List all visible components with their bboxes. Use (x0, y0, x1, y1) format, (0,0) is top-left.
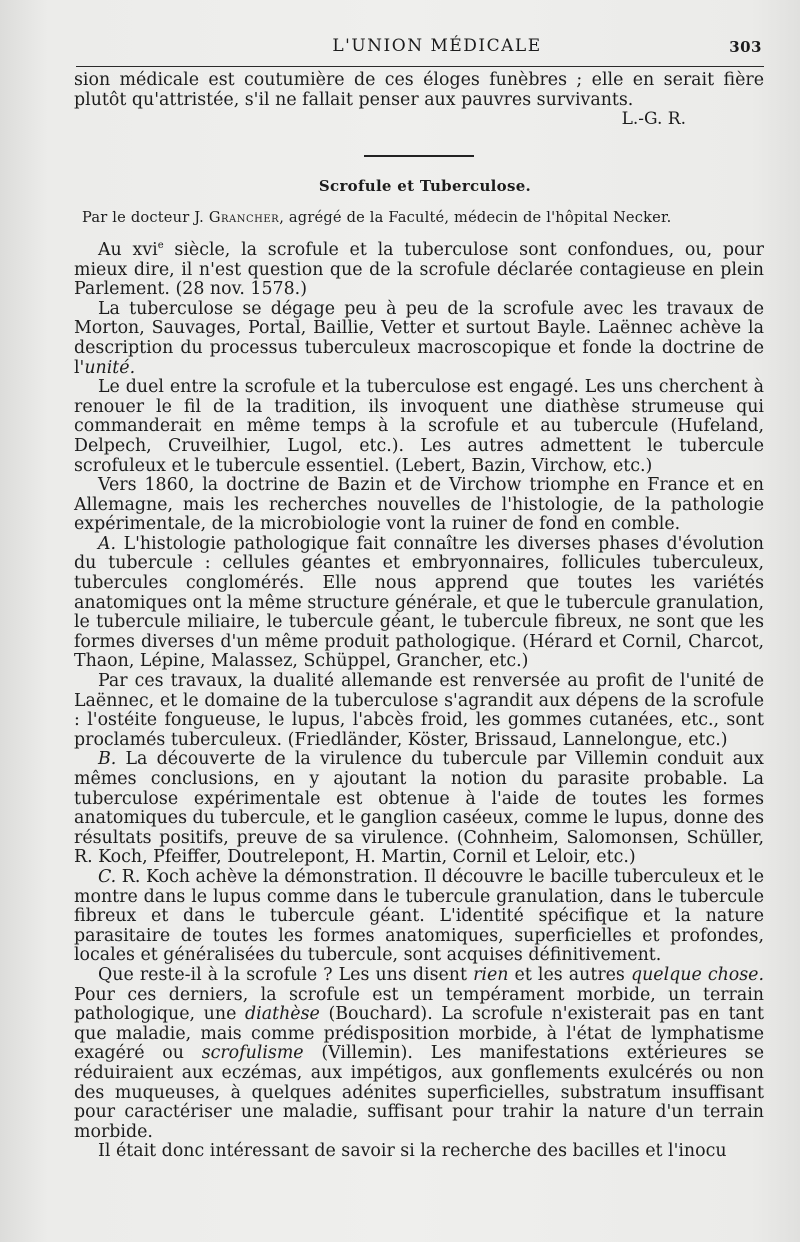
paragraph-7: Il était donc intéressant de savoir si la recherche des bacilles et l'inocu (98, 1141, 727, 1162)
author-name: Grancher (208, 209, 280, 227)
section-letter-c: C. (98, 866, 117, 887)
paragraph-a-text: L'histologie pathologique fait connaître les diverses phases d'évolution du tubercule : cellules géantes et embryonnaires, follicules tuberculeux, tubercules conglomérés. Elle nous apprend que toutes les variétés anatomiques ont la même structure générale, et que le tubercule granulation, le tubercule miliaire, le tubercule géant, le tubercule fibreux, ne sont que les formes diverses d'un même produit pathologique. (Hérard et Cornil, Charcot, Thaon, Lépine, Malassez, Schüppel, Grancher, etc.) (74, 533, 764, 672)
running-head (70, 28, 764, 58)
paragraph-6-text-b: et les autres (508, 964, 631, 985)
journal-title: L'UNION MÉDICALE (332, 36, 542, 56)
byline-prefix: Par le docteur J. (82, 209, 204, 227)
section-divider (364, 155, 474, 157)
paragraph-3: Le duel entre la scrofule et la tuberculose est engagé. Les uns cherchent à renouer le fil de la tradition, ils invoquent une diathèse strumeuse qui commanderait en même temps à la scrofule et au tubercule (Hufeland, Delpech, Cruveilhier, Lugol, etc.). Les autres admettent le tubercule scrofuleux et le tubercule essentiel. (Lebert, Bazin, Virchow, etc.) (74, 377, 764, 476)
paragraph-2-emphasis: unité. (84, 357, 136, 378)
byline-suffix: , agrégé de la Faculté, médecin de l'hôpital Necker. (279, 209, 672, 227)
section-letter-b: B. (98, 749, 117, 770)
paragraph-2 (74, 300, 764, 378)
opening-paragraph: sion médicale est coutumière de ces éloges funèbres ; elle en serait fière plutôt qu'attristée, s'il ne fallait penser aux pauvres survivants. (74, 70, 764, 110)
paragraph-c-text: R. Koch achève la démonstration. Il découvre le bacille tuberculeux et le montre dans le lupus comme dans le tubercule granulation, dans le tubercule fibreux et dans le tubercule géant. L'identité spécifique et la nature parasitaire de toutes les formes anatomiques, superficielles et profondes, locales et généralisées du tubercule, sont acquises définitivement. (74, 866, 764, 966)
signature: L.-G. R. (621, 109, 686, 130)
paragraph-4: Vers 1860, la doctrine de Bazin et de Virchow triomphe en France et en Allemagne, mais les recherches nouvelles de l'histologie, de la pathologie expérimentale, de la microbiologie vont la ruiner de fond en comble. (74, 475, 764, 535)
header-rule (76, 66, 764, 67)
century-superscript: e (157, 240, 164, 252)
paragraph-b (74, 750, 764, 868)
paragraph-6-text-d: (Bouchard). La scrofule n'existerait pas en tant que maladie, mais comme prédisposition morbide, à l'état de lymphatisme exagéré ou (74, 1004, 764, 1064)
article-title: Scrofule et Tuberculose. (318, 177, 532, 196)
paragraph-a (74, 535, 764, 672)
emphasis-diathese: diathèse (245, 1004, 320, 1025)
intro-paragraph (74, 236, 764, 300)
paragraph-6-text-a: Que reste-il à la scrofule ? Les uns disent (98, 964, 474, 985)
paragraph-5: Par ces travaux, la dualité allemande est renversée au profit de l'unité de Laënnec, et le domaine de la tuberculose s'agrandit aux dépens de la scrofule : l'ostéite fongueuse, le lupus, l'abcès froid, les gommes cutanées, etc., sont proclamés tuberculeux. (Friedländer, Köster, Brissaud, Lannelongue, etc.) (74, 671, 764, 750)
emphasis-quelque-chose: quelque chose. (630, 964, 765, 985)
intro-text-a: Au xvi (98, 239, 158, 260)
paragraph-6 (74, 966, 764, 1142)
page-number: 303 (729, 38, 762, 56)
section-letter-a: A. (98, 533, 117, 554)
page-body (70, 71, 764, 1162)
paragraph-6-text-c: Pour ces derniers, la scrofule est un tempérament morbide, un terrain pathologique, une (74, 984, 764, 1025)
paragraph-2-text: La tuberculose se dégage peu à peu de la scrofule avec les travaux de Morton, Sauvages, Portal, Baillie, Vetter et surtout Bayle. Laënnec achève la description du processus tuberculeux macroscopique et fonde la doctrine de l' (74, 298, 764, 378)
article-byline (74, 209, 764, 226)
emphasis-scrofulisme: scrofulisme (201, 1043, 304, 1064)
paragraph-b-text: La découverte de la virulence du tubercule par Villemin conduit aux mêmes conclusions, en y ajoutant la notion du parasite probable. La tuberculose expérimentale est obtenue à l'aide de toutes les formes anatomiques du tubercule, et le ganglion caséeux, comme le lupus, donne des résultats positifs, preuve de sa virulence. (Cohnheim, Salomonsen, Schüller, R. Koch, Pfeiffer, Doutrelepont, H. Martin, Cornil et Leloir, etc.) (74, 749, 764, 868)
paragraph-6-text-e: (Villemin). Les manifestations extérieures se réduiraient aux eczémas, aux impétigos, aux gonflements exulcérés ou non des muqueuses, à quelques adénites superficielles, substratum insuffisant pour caractériser une maladie, suffisant pour trahir la nature d'un terrain morbide. (74, 1043, 764, 1142)
paragraph-c (74, 868, 764, 966)
intro-text-b: siècle, la scrofule et la tuberculose sont confondues, ou, pour mieux dire, il n'est question que de la scrofule déclarée contagieuse en plein Parlement. (28 nov. 1578.) (74, 239, 764, 300)
emphasis-rien: rien (473, 964, 509, 985)
